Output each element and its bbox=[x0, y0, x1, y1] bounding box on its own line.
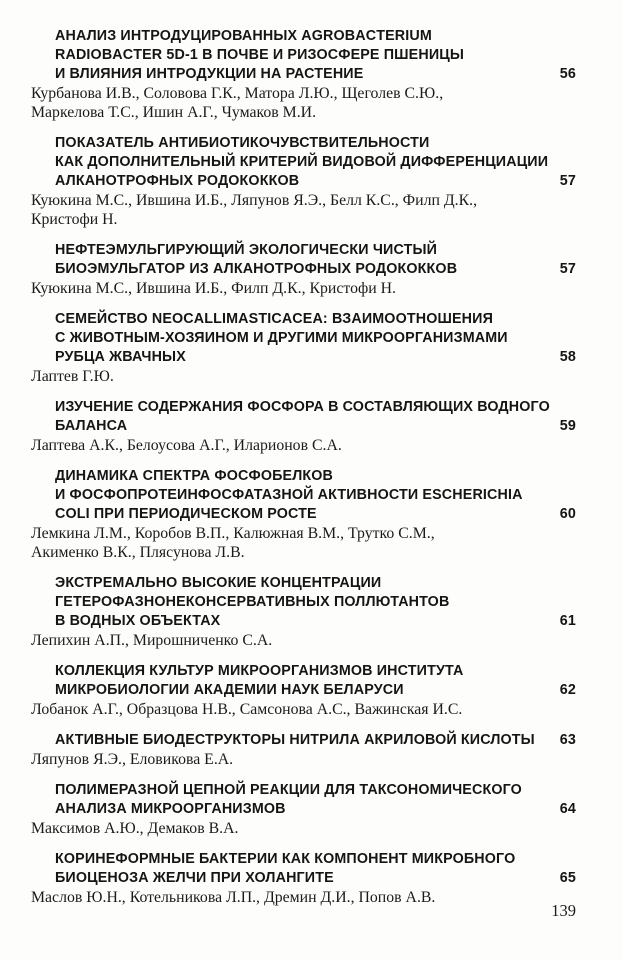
entry-title-line bbox=[55, 260, 576, 279]
entry-title-text: РУБЦА ЖВАЧНЫХ bbox=[55, 349, 186, 365]
entry-title-line bbox=[55, 417, 576, 436]
entry-title bbox=[55, 310, 576, 367]
entry-page-number: 60 bbox=[559, 506, 576, 522]
entry-authors bbox=[31, 888, 576, 907]
entry-page-number: 58 bbox=[559, 349, 576, 365]
entry-title bbox=[55, 574, 576, 631]
entry-author-line: Лаптев Г.Ю. bbox=[31, 368, 114, 385]
entry-authors bbox=[31, 750, 576, 769]
entry-title-line: И ФОСФОПРОТЕИНФОСФАТАЗНОЙ АКТИВНОСТИ ESCHERICHIA bbox=[55, 487, 523, 503]
entry-page-number: 57 bbox=[559, 261, 576, 277]
entry-authors bbox=[31, 436, 576, 455]
entry-title-text: COLI ПРИ ПЕРИОДИЧЕСКОМ РОСТЕ bbox=[55, 506, 317, 522]
entry-authors bbox=[31, 279, 576, 298]
entry-title-text: И ВЛИЯНИЯ ИНТРОДУКЦИИ НА РАСТЕНИЕ bbox=[55, 66, 364, 82]
entry-title-line bbox=[55, 869, 576, 888]
entry-title-text: МИКРОБИОЛОГИИ АКАДЕМИИ НАУК БЕЛАРУСИ bbox=[55, 682, 404, 698]
entry-title-line bbox=[55, 731, 576, 750]
entry-title-line: ДИНАМИКА СПЕКТРА ФОСФОБЕЛКОВ bbox=[55, 468, 334, 484]
entry-title-text: АЛКАНОТРОФНЫХ РОДОКОККОВ bbox=[55, 173, 300, 189]
page-footer-number: 139 bbox=[551, 901, 576, 920]
entry-authors bbox=[31, 191, 576, 229]
toc-entry bbox=[31, 134, 576, 229]
entry-authors bbox=[31, 524, 576, 562]
entry-title-text: БАЛАНСА bbox=[55, 418, 128, 434]
toc-entry bbox=[31, 27, 576, 122]
entry-title bbox=[55, 398, 576, 436]
entry-title-line: АНАЛИЗ ИНТРОДУЦИРОВАННЫХ AGROBACTERIUM bbox=[55, 28, 432, 44]
entry-title bbox=[55, 731, 576, 750]
entry-title-text: АКТИВНЫЕ БИОДЕСТРУКТОРЫ НИТРИЛА АКРИЛОВОЙ КИСЛОТЫ bbox=[55, 732, 535, 748]
entry-authors bbox=[31, 84, 576, 122]
entry-title-line: ПОЛИМЕРАЗНОЙ ЦЕПНОЙ РЕАКЦИИ ДЛЯ ТАКСОНОМИЧЕСКОГО bbox=[55, 782, 522, 798]
entry-title-line: СЕМЕЙСТВО NEOCALLIMASTICACEA: ВЗАИМООТНОШЕНИЯ bbox=[55, 311, 494, 327]
entry-title bbox=[55, 850, 576, 888]
toc-entry bbox=[31, 574, 576, 650]
entry-title-line: КОРИНЕФОРМНЫЕ БАКТЕРИИ КАК КОМПОНЕНТ МИКРОБНОГО bbox=[55, 851, 516, 867]
entry-author-line: Лобанок А.Г., Образцова Н.В., Самсонова А.С., Важинская И.С. bbox=[31, 701, 463, 718]
entry-page-number: 64 bbox=[559, 801, 576, 817]
entry-title-line bbox=[55, 172, 576, 191]
entry-author-line: Кристофи Н. bbox=[31, 211, 118, 228]
entry-author-line: Максимов А.Ю., Демаков В.А. bbox=[31, 820, 239, 837]
entry-title bbox=[55, 662, 576, 700]
toc-entry bbox=[31, 398, 576, 455]
toc-entry-list bbox=[31, 27, 576, 907]
entry-author-line: Куюкина М.С., Ившина И.Б., Филп Д.К., Кристофи Н. bbox=[31, 280, 396, 297]
entry-authors bbox=[31, 367, 576, 386]
entry-title bbox=[55, 241, 576, 279]
toc-entry bbox=[31, 850, 576, 907]
entry-author-line: Лемкина Л.М., Коробов В.П., Калюжная В.М., Трутко С.М., bbox=[31, 525, 435, 542]
entry-title bbox=[55, 781, 576, 819]
entry-title-line: ГЕТЕРОФАЗНОНЕКОНСЕРВАТИВНЫХ ПОЛЛЮТАНТОВ bbox=[55, 594, 450, 610]
entry-title-text: БИОЭМУЛЬГАТОР ИЗ АЛКАНОТРОФНЫХ РОДОКОККОВ bbox=[55, 261, 458, 277]
entry-authors bbox=[31, 631, 576, 650]
entry-title-text: АНАЛИЗА МИКРООРГАНИЗМОВ bbox=[55, 801, 286, 817]
entry-title-line: КОЛЛЕКЦИЯ КУЛЬТУР МИКРООРГАНИЗМОВ ИНСТИТУТА bbox=[55, 663, 464, 679]
entry-title-line bbox=[55, 65, 576, 84]
toc-entry bbox=[31, 310, 576, 386]
entry-title-line bbox=[55, 612, 576, 631]
toc-entry bbox=[31, 731, 576, 769]
entry-title-line bbox=[55, 681, 576, 700]
toc-entry bbox=[31, 467, 576, 562]
entry-authors bbox=[31, 700, 576, 719]
entry-author-line: Маслов Ю.Н., Котельникова Л.П., Дремин Д.И., Попов А.В. bbox=[31, 889, 436, 906]
entry-author-line: Ляпунов Я.Э., Еловикова Е.А. bbox=[31, 751, 234, 768]
entry-title-line bbox=[55, 505, 576, 524]
entry-author-line: Акименко В.К., Плясунова Л.В. bbox=[31, 544, 245, 561]
entry-title-line: НЕФТЕЭМУЛЬГИРУЮЩИЙ ЭКОЛОГИЧЕСКИ ЧИСТЫЙ bbox=[55, 242, 438, 258]
entry-page-number: 59 bbox=[559, 418, 576, 434]
entry-title-text: БИОЦЕНОЗА ЖЕЛЧИ ПРИ ХОЛАНГИТЕ bbox=[55, 870, 334, 886]
entry-page-number: 62 bbox=[559, 682, 576, 698]
entry-author-line: Лаптева А.К., Белоусова А.Г., Иларионов С.А. bbox=[31, 437, 342, 454]
entry-title-text: В ВОДНЫХ ОБЪЕКТАХ bbox=[55, 613, 221, 629]
entry-author-line: Куюкина М.С., Ившина И.Б., Ляпунов Я.Э., Белл К.С., Филп Д.К., bbox=[31, 192, 478, 209]
entry-page-number: 65 bbox=[559, 870, 576, 886]
entry-title-line: ЭКСТРЕМАЛЬНО ВЫСОКИЕ КОНЦЕНТРАЦИИ bbox=[55, 575, 382, 591]
entry-title bbox=[55, 134, 576, 191]
entry-authors bbox=[31, 819, 576, 838]
entry-page-number: 61 bbox=[559, 613, 576, 629]
entry-title-line: ПОКАЗАТЕЛЬ АНТИБИОТИКОЧУВСТВИТЕЛЬНОСТИ bbox=[55, 135, 430, 151]
toc-entry bbox=[31, 781, 576, 838]
entry-title-line bbox=[55, 348, 576, 367]
entry-page-number: 63 bbox=[559, 732, 576, 748]
entry-page-number: 56 bbox=[559, 66, 576, 82]
entry-author-line: Курбанова И.В., Соловова Г.К., Матора Л.Ю., Щеголев С.Ю., bbox=[31, 85, 444, 102]
entry-page-number: 57 bbox=[559, 173, 576, 189]
entry-author-line: Лепихин А.П., Мирошниченко С.А. bbox=[31, 632, 273, 649]
toc-entry bbox=[31, 241, 576, 298]
entry-title-line: КАК ДОПОЛНИТЕЛЬНЫЙ КРИТЕРИЙ ВИДОВОЙ ДИФФЕРЕНЦИАЦИИ bbox=[55, 154, 549, 170]
entry-title-line bbox=[55, 800, 576, 819]
entry-title bbox=[55, 467, 576, 524]
toc-entry bbox=[31, 662, 576, 719]
entry-title-line: ИЗУЧЕНИЕ СОДЕРЖАНИЯ ФОСФОРА В СОСТАВЛЯЮЩИХ ВОДНОГО bbox=[55, 399, 550, 415]
entry-author-line: Маркелова Т.С., Ишин А.Г., Чумаков М.И. bbox=[31, 104, 317, 121]
entry-title-line: С ЖИВОТНЫМ-ХОЗЯИНОМ И ДРУГИМИ МИКРООРГАНИЗМАМИ bbox=[55, 330, 508, 346]
entry-title bbox=[55, 27, 576, 84]
entry-title-line: RADIOBACTER 5D-1 В ПОЧВЕ И РИЗОСФЕРЕ ПШЕНИЦЫ bbox=[55, 47, 465, 63]
